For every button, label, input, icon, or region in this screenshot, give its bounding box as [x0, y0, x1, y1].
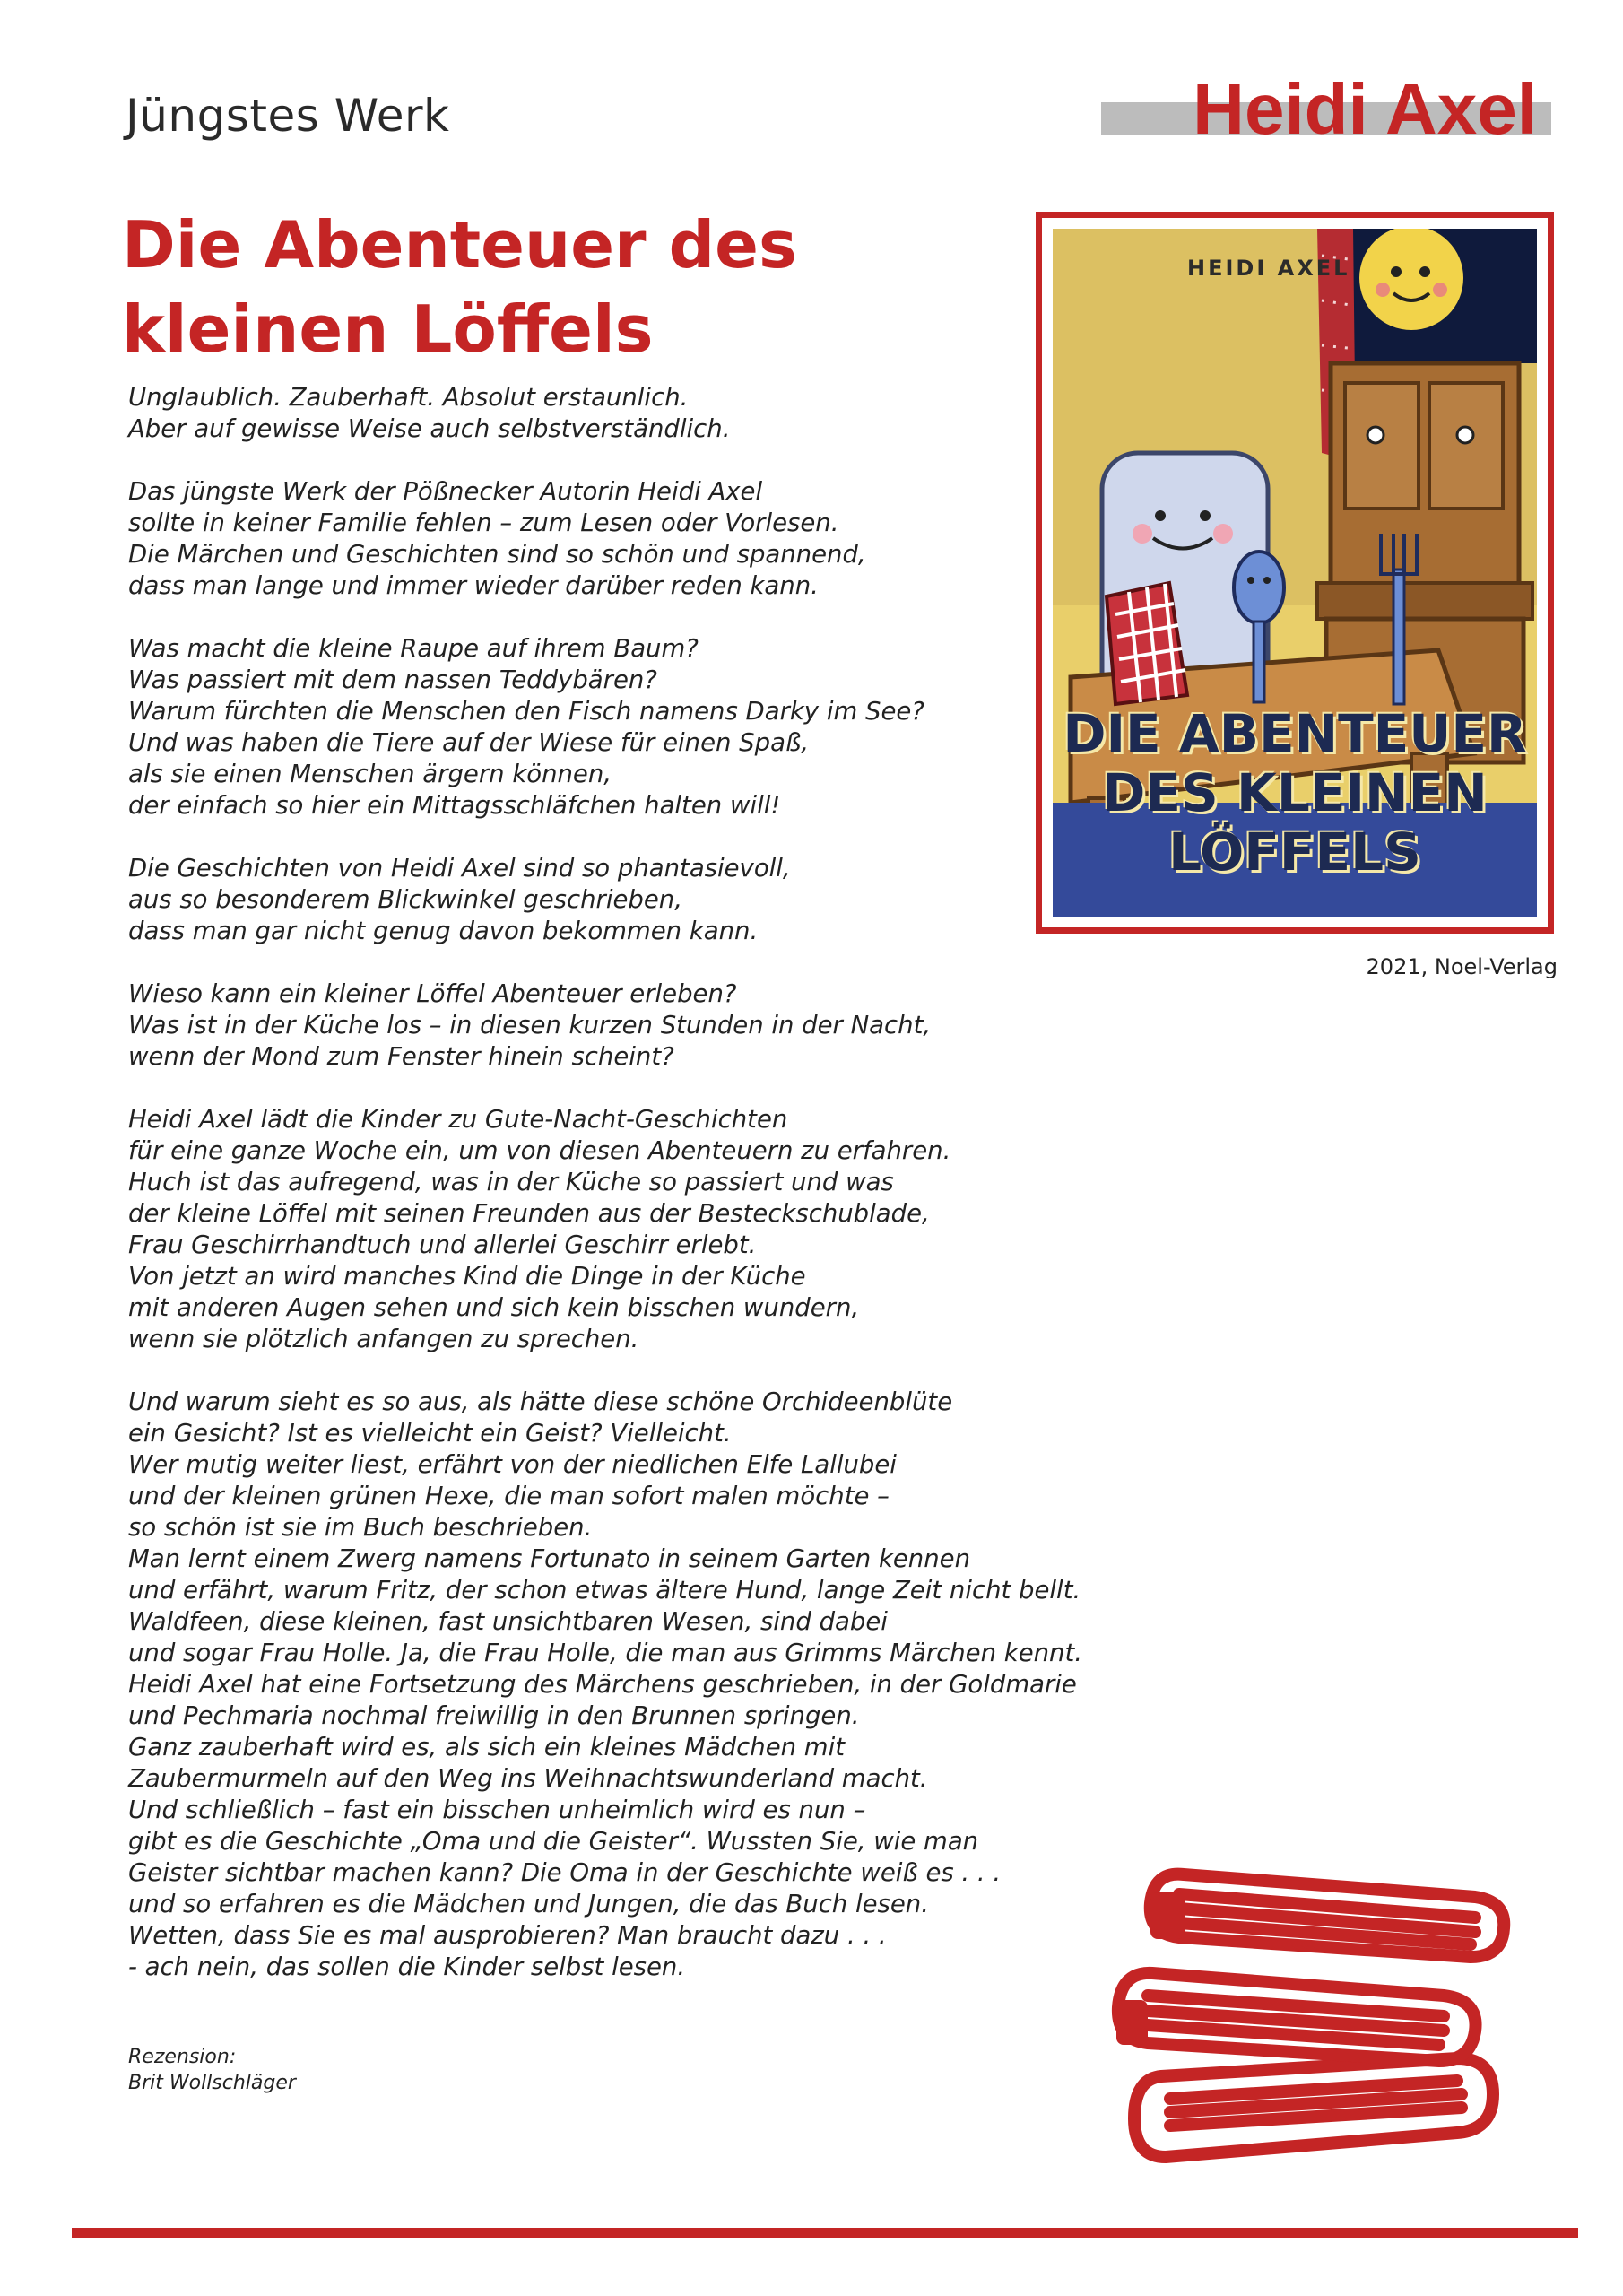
body-line: mit anderen Augen sehen und sich kein bisschen wundern, — [128, 1293, 860, 1322]
body-paragraph — [128, 1387, 1159, 1983]
footer-rule — [72, 2228, 1578, 2238]
body-paragraph — [128, 853, 1159, 947]
body-line: der kleine Löffel mit seinen Freunden aus der Besteckschublade, — [128, 1199, 930, 1228]
body-line: Was ist in der Küche los – in diesen kurzen Stunden in der Nacht, — [128, 1011, 932, 1039]
body-line: Wer mutig weiter liest, erfährt von der niedlichen Elfe Lallubei — [128, 1450, 897, 1479]
cover-title-line: DES KLEINEN — [1102, 762, 1488, 823]
review-author: Brit Wollschläger — [128, 2072, 296, 2094]
body-line: so schön ist sie im Buch beschrieben. — [128, 1513, 593, 1542]
body-line: dass man lange und immer wieder darüber reden kann. — [128, 571, 819, 600]
body-line: Die Märchen und Geschichten sind so schön und spannend, — [128, 540, 866, 569]
article-body — [128, 382, 1159, 2014]
body-line: ein Gesicht? Ist es vielleicht ein Geist? Vielleicht. — [128, 1419, 732, 1448]
body-line: Heidi Axel lädt die Kinder zu Gute-Nacht-Geschichten — [128, 1105, 788, 1134]
body-line: Und was haben die Tiere auf der Wiese für einen Spaß, — [128, 728, 810, 757]
body-line: aus so besonderem Blickwinkel geschrieben, — [128, 885, 682, 914]
body-line: als sie einen Menschen ärgern können, — [128, 760, 612, 788]
cover-title-line: LÖFFELS — [1168, 822, 1421, 883]
body-line: - ach nein, das sollen die Kinder selbst lesen. — [128, 1952, 686, 1981]
body-line: für eine ganze Woche ein, um von diesen Abenteuern zu erfahren. — [128, 1136, 951, 1165]
body-line: Huch ist das aufregend, was in der Küche so passiert und was — [128, 1168, 894, 1196]
body-line: Wetten, dass Sie es mal ausprobieren? Man braucht dazu . . . — [128, 1921, 887, 1950]
body-paragraph — [128, 978, 1159, 1073]
body-line: Was passiert mit dem nassen Teddybären? — [128, 665, 657, 694]
brand-name: Heidi Axel — [1193, 69, 1537, 149]
body-line: Frau Geschirrhandtuch und allerlei Geschirr erlebt. — [128, 1231, 757, 1259]
body-line: und erfährt, warum Fritz, der schon etwas ältere Hund, lange Zeit nicht bellt. — [128, 1576, 1081, 1605]
title-line: kleinen Löffels — [122, 291, 654, 367]
stacked-books-icon — [1098, 1839, 1538, 2188]
kicker: Jüngstes Werk — [126, 90, 450, 142]
body-line: Unglaublich. Zauberhaft. Absolut erstaunlich. — [128, 383, 689, 412]
body-paragraph — [128, 476, 1159, 602]
body-line: Und warum sieht es so aus, als hätte diese schöne Orchideenblüte — [128, 1387, 953, 1416]
title-line: Die Abenteuer des — [122, 207, 797, 283]
body-line: Aber auf gewisse Weise auch selbstverständlich. — [128, 414, 731, 443]
book-cover — [1053, 229, 1537, 917]
page-title — [122, 203, 1019, 371]
body-line: Geister sichtbar machen kann? Die Oma in der Geschichte weiß es . . . — [128, 1858, 1002, 1887]
body-line: Warum fürchten die Menschen den Fisch namens Darky im See? — [128, 697, 924, 726]
body-line: sollte in keiner Familie fehlen – zum Lesen oder Vorlesen. — [128, 509, 839, 537]
body-line: der einfach so hier ein Mittagsschläfchen halten will! — [128, 791, 781, 820]
cover-author: HEIDI AXEL — [1187, 256, 1350, 281]
brand-logo — [1101, 69, 1551, 158]
body-line: und sogar Frau Holle. Ja, die Frau Holle, die man aus Grimms Märchen kennt. — [128, 1639, 1083, 1667]
body-line: Zaubermurmeln auf den Weg ins Weihnachtswunderland macht. — [128, 1764, 928, 1793]
body-line: Das jüngste Werk der Pößnecker Autorin Heidi Axel — [128, 477, 763, 506]
body-line: wenn sie plötzlich anfangen zu sprechen. — [128, 1325, 639, 1353]
body-line: Was macht die kleine Raupe auf ihrem Baum? — [128, 634, 699, 663]
review-label: Rezension: — [128, 2046, 237, 2068]
body-line: Man lernt einem Zwerg namens Fortunato in seinem Garten kennen — [128, 1544, 971, 1573]
cover-title — [1053, 704, 1537, 882]
body-line: und so erfahren es die Mädchen und Jungen, die das Buch lesen. — [128, 1890, 929, 1918]
body-line: und der kleinen grünen Hexe, die man sofort malen möchte – — [128, 1482, 890, 1510]
body-line: Heidi Axel hat eine Fortsetzung des Märchens geschrieben, in der Goldmarie — [128, 1670, 1077, 1699]
book-cover-frame — [1036, 212, 1554, 934]
body-line: gibt es die Geschichte „Oma und die Geister“. Wussten Sie, wie man — [128, 1827, 979, 1856]
body-line: Die Geschichten von Heidi Axel sind so phantasievoll, — [128, 854, 791, 883]
cover-title-line: DIE ABENTEUER — [1063, 703, 1527, 764]
review-credit — [128, 2044, 296, 2096]
body-paragraph — [128, 633, 1159, 822]
body-line: dass man gar nicht genug davon bekommen kann. — [128, 917, 759, 945]
body-line: Waldfeen, diese kleinen, fast unsichtbaren Wesen, sind dabei — [128, 1607, 888, 1636]
body-line: Und schließlich – fast ein bisschen unheimlich wird es nun – — [128, 1796, 866, 1824]
body-line: wenn der Mond zum Fenster hinein scheint? — [128, 1042, 674, 1071]
body-paragraph — [128, 382, 1159, 445]
body-line: Ganz zauberhaft wird es, als sich ein kleines Mädchen mit — [128, 1733, 845, 1761]
cover-caption: 2021, Noel-Verlag — [1366, 954, 1558, 979]
body-line: und Pechmaria nochmal freiwillig in den Brunnen springen. — [128, 1701, 860, 1730]
body-paragraph — [128, 1104, 1159, 1355]
body-line: Von jetzt an wird manches Kind die Dinge in der Küche — [128, 1262, 806, 1291]
body-line: Wieso kann ein kleiner Löffel Abenteuer erleben? — [128, 979, 737, 1008]
